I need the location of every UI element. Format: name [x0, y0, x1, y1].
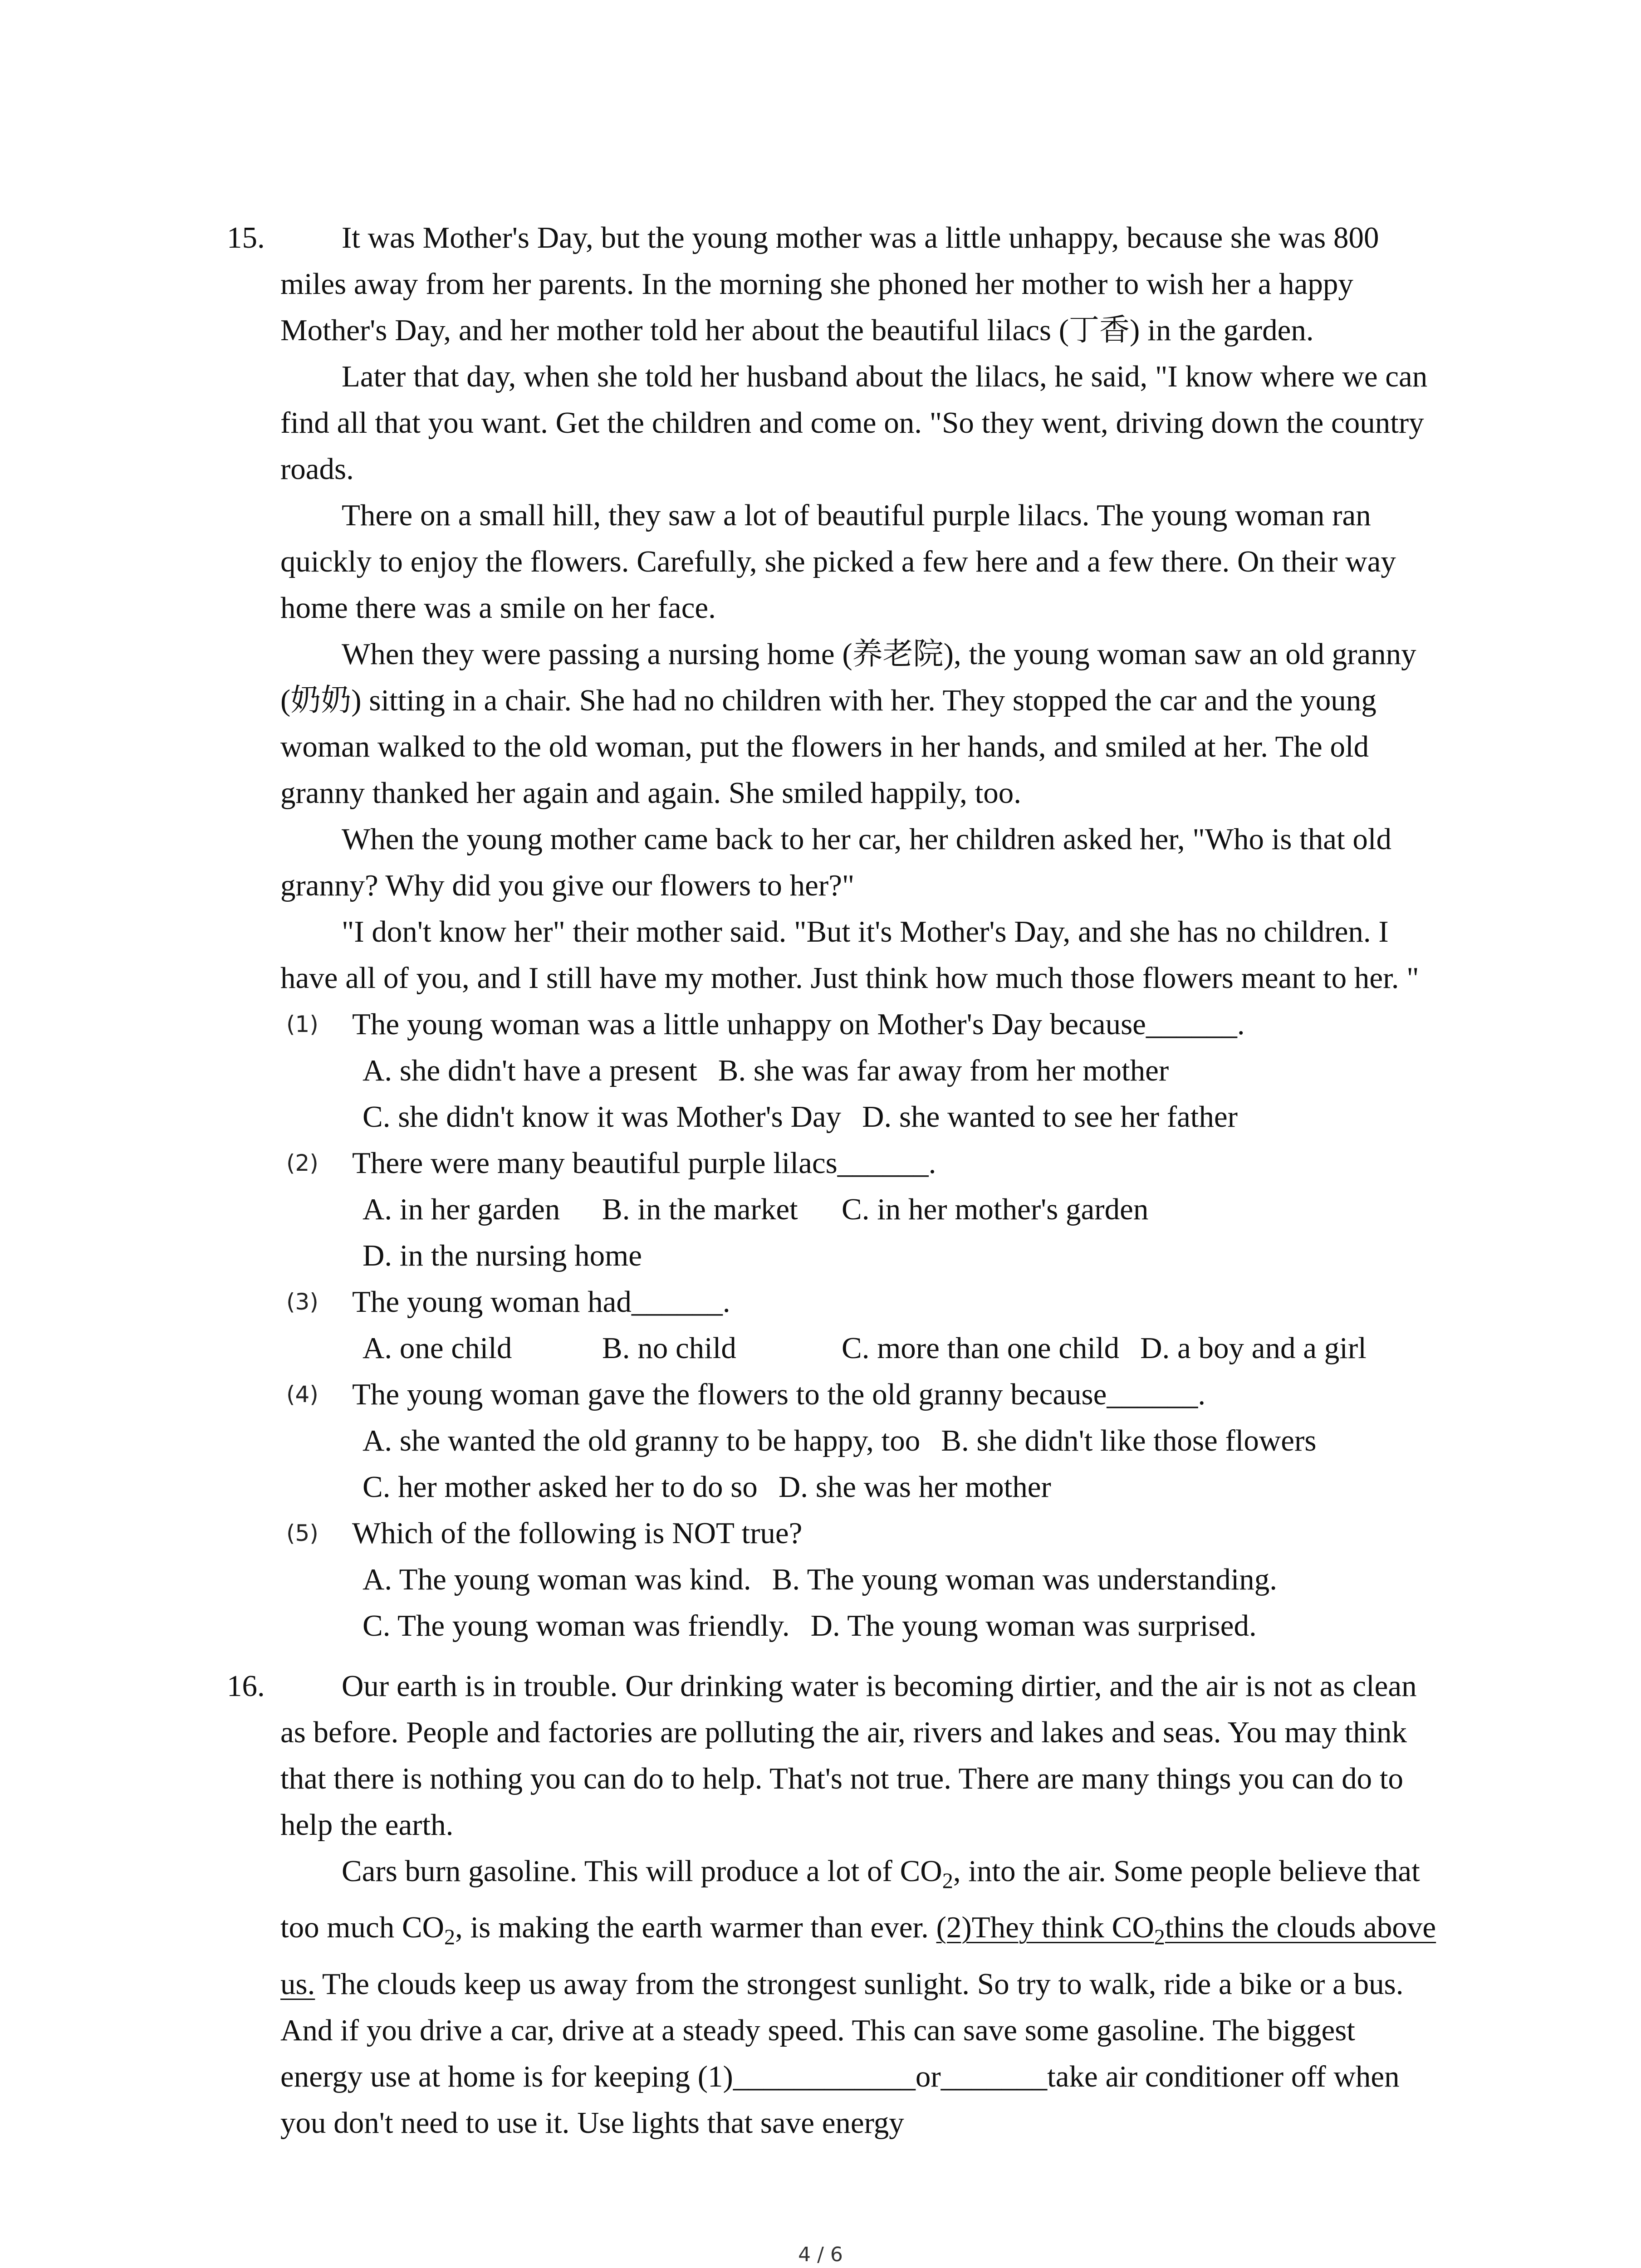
sub-question-stem-line [0, 1140, 1641, 1186]
sub-question-label: (2) [286, 1150, 318, 1176]
text-run: , into the air. Some people believe that [953, 1854, 1420, 1888]
sub-question-5 [0, 1510, 1641, 1649]
option-b: B. in the market [602, 1193, 798, 1226]
text-run: too much CO [280, 1911, 445, 1945]
passage-line: energy use at home is for keeping (1)____________or_______take air conditioner off when [280, 2059, 1400, 2093]
question-number: 15. [227, 221, 265, 254]
passage-paragraph [0, 816, 1641, 909]
passage-line: miles away from her parents. In the morning she phoned her mother to wish her a happy [280, 267, 1353, 301]
option-row [0, 1418, 1641, 1464]
sub-question-label: (5) [286, 1520, 318, 1546]
passage-line: have all of you, and I still have my mother. Just think how much those flowers meant to her. " [280, 961, 1419, 995]
passage-line: And if you drive a car, drive at a steady speed. This can save some gasoline. The biggest [280, 2013, 1355, 2047]
option-row [0, 1603, 1641, 1649]
option-a: A. The young woman was kind. [362, 1563, 751, 1596]
sub-question-label: (4) [286, 1381, 318, 1408]
underlined-sentence-2 [936, 1911, 1436, 1950]
option-c: C. her mother asked her to do so [362, 1470, 758, 1504]
sub-question-stem: The young woman was a little unhappy on Mother's Day because______. [352, 1007, 1245, 1041]
text-run: The clouds keep us away from the strongest sunlight. So try to walk, ride a bike or a bus. [315, 1967, 1404, 2001]
option-row [0, 1556, 1641, 1603]
passage-line: woman walked to the old woman, put the flowers in her hands, and smiled at her. The old [280, 730, 1369, 763]
passage-line [0, 1961, 1641, 2007]
passage-line: that there is nothing you can do to help. That's not true. There are many things you can do to [280, 1762, 1404, 1795]
sub-question-4 [0, 1371, 1641, 1510]
sub-question-stem: The young woman gave the flowers to the old granny because______. [352, 1378, 1206, 1411]
passage-line: Later that day, when she told her husband about the lilacs, he said, "I know where we can [342, 360, 1428, 393]
option-row [0, 1094, 1641, 1140]
sub-question-stem-line [0, 1001, 1641, 1047]
passage-line: granny? Why did you give our flowers to her?" [280, 869, 855, 902]
passage-line: (奶奶) sitting in a chair. She had no children with her. They stopped the car and the young [280, 684, 1376, 717]
passage-paragraph [0, 909, 1641, 1001]
option-d: D. The young woman was surprised. [810, 1609, 1257, 1642]
passage-line: find all that you want. Get the children and come on. "So they went, driving down the country [280, 406, 1424, 440]
option-b: B. The young woman was understanding. [772, 1563, 1278, 1596]
subscript: 2 [1154, 1925, 1165, 1950]
passage-line: When the young mother came back to her car, her children asked her, "Who is that old [342, 822, 1392, 856]
passage-line: Our earth is in trouble. Our drinking water is becoming dirtier, and the air is not as clean [342, 1669, 1417, 1703]
option-a: A. one child [362, 1331, 512, 1365]
option-a: A. she wanted the old granny to be happy, too [362, 1424, 921, 1457]
sub-question-stem-line [0, 1510, 1641, 1556]
sub-question-1 [0, 1001, 1641, 1140]
question-16 [0, 1663, 1641, 2146]
passage-line [0, 1904, 1641, 1960]
text-run: (2)They think CO [936, 1911, 1154, 1945]
sub-question-stem: The young woman had______. [352, 1285, 730, 1319]
question-number: 16. [227, 1669, 265, 1703]
passage-line: home there was a smile on her face. [280, 591, 716, 625]
passage-line: When they were passing a nursing home (养老院), the young woman saw an old granny [342, 637, 1416, 671]
sub-question-label: (1) [286, 1011, 318, 1037]
option-b: B. she was far away from her mother [718, 1054, 1169, 1087]
option-d: D. in the nursing home [362, 1239, 642, 1272]
option-c: C. in her mother's garden [842, 1193, 1149, 1226]
passage-paragraph [0, 492, 1641, 631]
question-15 [0, 215, 1641, 1649]
underlined-sentence-2 [280, 1967, 315, 2001]
option-c: C. more than one child [842, 1331, 1120, 1365]
subscript: 2 [444, 1925, 456, 1950]
passage-line: granny thanked her again and again. She smiled happily, too. [280, 776, 1021, 810]
option-d: D. she was her mother [778, 1470, 1051, 1504]
sub-question-stem: Which of the following is NOT true? [352, 1516, 803, 1550]
passage-paragraph [0, 631, 1641, 816]
sub-question-stem-line [0, 1371, 1641, 1418]
sub-question-3 [0, 1279, 1641, 1371]
passage-line: "I don't know her" their mother said. "But it's Mother's Day, and she has no children. I [342, 915, 1389, 948]
passage-line: you don't need to use it. Use lights that save energy [280, 2106, 904, 2140]
option-a: A. in her garden [362, 1193, 560, 1226]
passage-line: help the earth. [280, 1808, 454, 1842]
option-b: B. no child [602, 1331, 736, 1365]
sub-question-stem: There were many beautiful purple lilacs______. [352, 1146, 936, 1180]
page-number: 4 / 6 [798, 2243, 843, 2266]
sub-question-2 [0, 1140, 1641, 1279]
sub-question-stem-line [0, 1279, 1641, 1325]
option-c: C. The young woman was friendly. [362, 1609, 790, 1642]
subscript: 2 [942, 1869, 953, 1893]
text-run: thins the clouds above [1165, 1911, 1436, 1945]
option-row [0, 1186, 1641, 1232]
option-row [0, 1232, 1641, 1279]
text-run: Cars burn gasoline. This will produce a lot of CO [342, 1854, 942, 1888]
passage-line: quickly to enjoy the flowers. Carefully, she picked a few here and a few there. On their way [280, 545, 1396, 578]
option-row [0, 1464, 1641, 1510]
option-d: D. a boy and a girl [1140, 1331, 1367, 1365]
passage-line: There on a small hill, they saw a lot of beautiful purple lilacs. The young woman ran [342, 499, 1371, 532]
passage-paragraph [0, 353, 1641, 492]
passage-line: roads. [280, 452, 354, 486]
option-c: C. she didn't know it was Mother's Day [362, 1100, 842, 1134]
option-d: D. she wanted to see her father [862, 1100, 1238, 1134]
passage-line [0, 1848, 1641, 1904]
option-row [0, 1047, 1641, 1094]
option-row [0, 1325, 1641, 1371]
passage-line: as before. People and factories are polluting the air, rivers and lakes and seas. You may think [280, 1716, 1407, 1749]
option-a: A. she didn't have a present [362, 1054, 697, 1087]
passage-line: It was Mother's Day, but the young mother was a little unhappy, because she was 800 [342, 221, 1379, 254]
text-run: us. [280, 1967, 315, 2001]
sub-question-label: (3) [286, 1289, 318, 1315]
passage-line: Mother's Day, and her mother told her about the beautiful lilacs (丁香) in the garden. [280, 313, 1314, 347]
option-b: B. she didn't like those flowers [941, 1424, 1317, 1457]
text-run: , is making the earth warmer than ever. [455, 1911, 936, 1945]
passage-paragraph [0, 1848, 1641, 2146]
